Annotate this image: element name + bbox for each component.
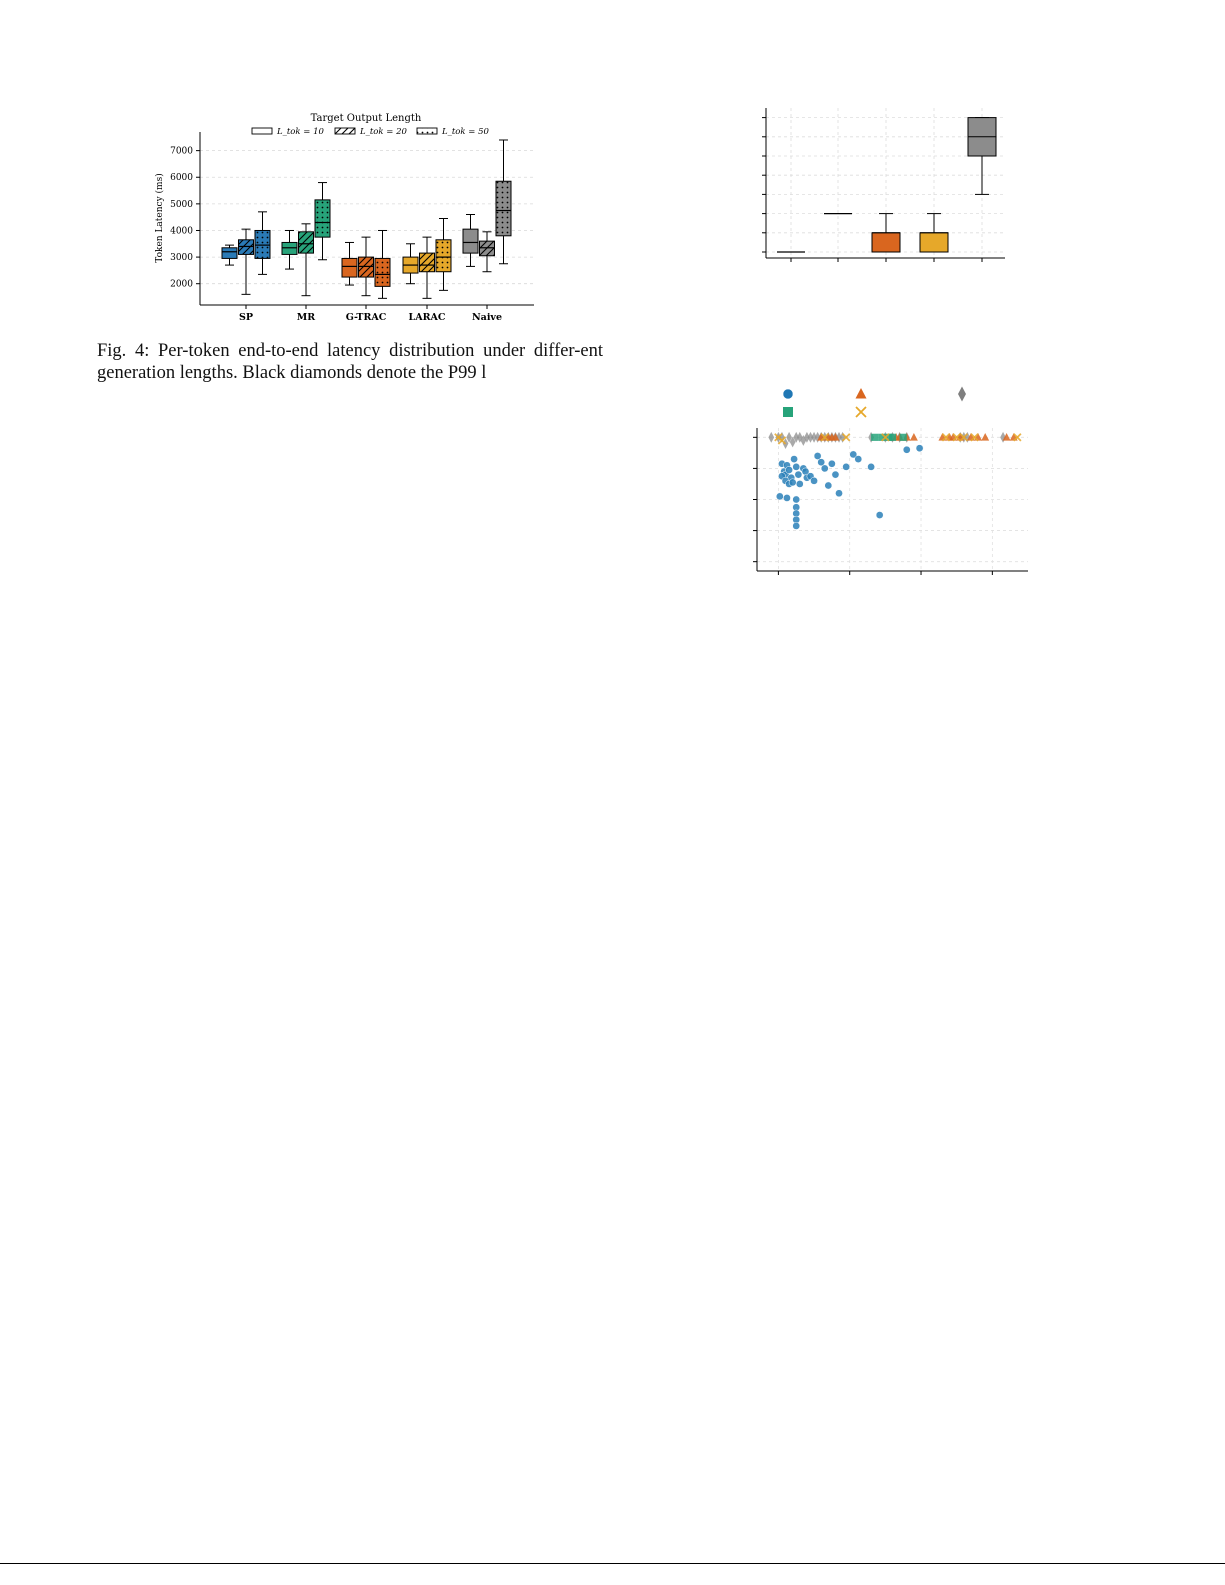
box-naive-10 — [463, 215, 478, 267]
scatter-chart — [753, 387, 1028, 576]
legend-label: L_tok = 50 — [442, 127, 489, 137]
legend-marker-circle — [783, 389, 793, 399]
box-sp-10 — [222, 245, 237, 265]
y-axis-label: Token Latency (ms) — [155, 173, 165, 263]
box-body — [872, 233, 900, 252]
point-circle — [843, 463, 850, 470]
point-circle — [916, 445, 923, 452]
point-circle — [835, 490, 842, 497]
point-square — [871, 434, 878, 441]
point-circle — [832, 471, 839, 478]
box-5 — [968, 118, 996, 195]
legend-swatch-hatch — [335, 128, 355, 134]
box-g-trac-50 — [375, 230, 390, 298]
box-hatch — [436, 240, 451, 272]
box-body — [222, 248, 237, 259]
point-circle — [868, 463, 875, 470]
x-tick-label: Naive — [471, 312, 503, 323]
legend-marker-square — [783, 407, 793, 417]
y-tick-label: 7000 — [170, 146, 193, 157]
box-mr-20 — [299, 224, 314, 296]
y-tick-label: 4000 — [170, 226, 193, 237]
y-tick-label: 2000 — [170, 279, 193, 290]
latency-box-chart — [154, 113, 534, 323]
point-circle — [825, 482, 832, 489]
legend-marker-triangle — [856, 388, 867, 399]
y-tick-label: 5000 — [170, 199, 193, 210]
box-hatch — [299, 232, 314, 253]
legend-swatch-hatch — [417, 128, 437, 134]
point-diamond — [768, 432, 774, 443]
box-g-trac-20 — [359, 237, 374, 296]
point-diamond — [840, 432, 846, 443]
box-body — [463, 229, 478, 253]
x-tick-label: LARAC — [408, 312, 446, 323]
figure-caption: Fig. 4: Per-token end-to-end latency distribution under differ-ent generation lengths. Black diamonds denote the P99 l — [97, 341, 603, 383]
box-3 — [872, 214, 900, 252]
box-hatch — [239, 240, 254, 255]
x-tick-label: G-TRAC — [345, 312, 387, 323]
legend-marker-x — [856, 407, 866, 417]
page-bottom-rule — [0, 1563, 1225, 1564]
point-circle — [876, 511, 883, 518]
point-triangle — [981, 433, 989, 441]
box-body — [342, 258, 357, 277]
box-hatch — [496, 181, 511, 236]
box-larac-10 — [403, 244, 418, 284]
box-hatch — [315, 200, 330, 237]
box-sp-50 — [255, 212, 270, 275]
legend-label: L_tok = 10 — [277, 127, 324, 137]
box-hatch — [480, 241, 495, 256]
box-mr-10 — [282, 230, 297, 269]
point-square — [900, 434, 907, 441]
box-sp-20 — [239, 229, 254, 294]
point-circle — [821, 465, 828, 472]
legend-swatch — [252, 128, 272, 134]
point-circle — [903, 446, 910, 453]
point-circle — [796, 480, 803, 487]
box-hatch — [420, 253, 435, 272]
legend-label: L_tok = 20 — [360, 127, 407, 137]
y-tick-label: 3000 — [170, 253, 193, 264]
legend-title: Target Output Length — [310, 113, 422, 124]
point-circle — [789, 479, 796, 486]
point-circle — [810, 477, 817, 484]
box-4 — [920, 214, 948, 252]
box-hatch — [375, 258, 390, 286]
box-body — [282, 242, 297, 254]
point-circle — [855, 455, 862, 462]
point-circle — [785, 466, 792, 473]
box-body — [920, 233, 948, 252]
point-circle — [793, 496, 800, 503]
point-square — [889, 434, 896, 441]
box-hatch — [359, 257, 374, 277]
point-circle — [783, 494, 790, 501]
box-larac-50 — [436, 219, 451, 291]
box-mr-50 — [315, 183, 330, 260]
box-hatch — [255, 230, 270, 258]
x-tick-label: SP — [238, 312, 254, 323]
box-naive-50 — [496, 140, 511, 264]
point-circle — [795, 471, 802, 478]
point-circle — [790, 455, 797, 462]
point-circle — [793, 522, 800, 529]
legend-marker-diamond — [958, 387, 966, 402]
point-circle — [793, 463, 800, 470]
x-tick-label: MR — [296, 312, 316, 323]
point-circle — [776, 493, 783, 500]
box-g-trac-10 — [342, 242, 357, 285]
y-tick-label: 6000 — [170, 173, 193, 184]
small-box-chart — [762, 108, 1005, 262]
point-circle — [828, 460, 835, 467]
legend — [252, 113, 490, 137]
box-larac-20 — [420, 237, 435, 298]
point-triangle — [910, 433, 918, 441]
box-naive-20 — [480, 232, 495, 272]
